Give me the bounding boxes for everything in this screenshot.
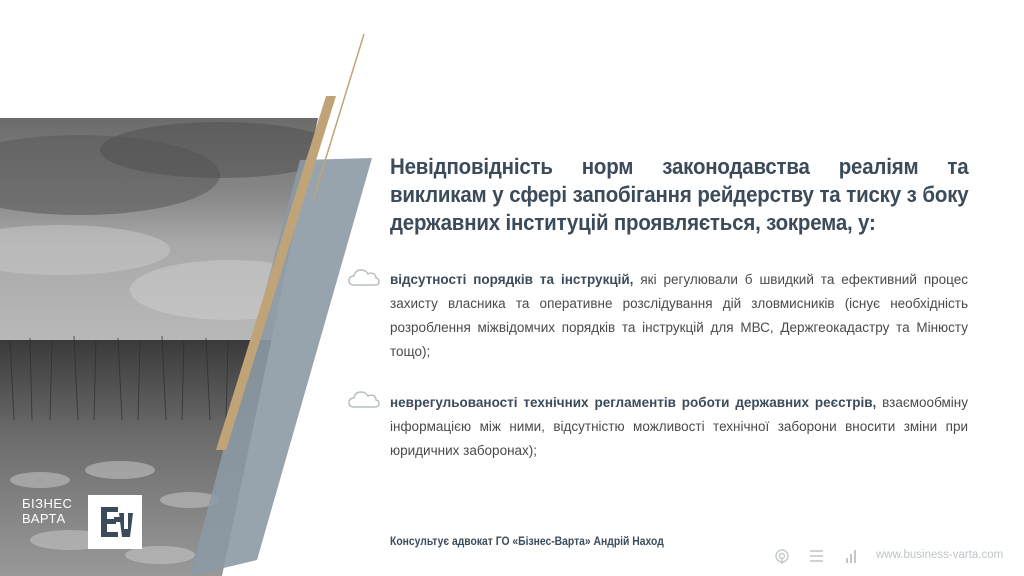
website-link[interactable]: www.business-varta.com	[876, 549, 1004, 561]
item-2-text: взаємообміну інформацією між ними, відсутністю можливості технічної заборони вносити зміни при юридичних заборонах);	[390, 395, 968, 458]
list-icon[interactable]	[810, 551, 823, 561]
signal-icon[interactable]	[846, 550, 856, 563]
logo-line-2: ВАРТА	[22, 511, 66, 526]
podcast-icon[interactable]	[776, 550, 788, 564]
consultant-credit: Консультує адвокат ГО «Бізнес-Варта» Андрій Наход	[390, 536, 664, 548]
item-2-bold: неврегульованості технічних регламентів роботи державних реєстрів,	[390, 395, 877, 410]
brand-logo-mark	[88, 495, 142, 549]
item-1-bold: відсутності порядків та інструкцій,	[390, 272, 634, 287]
item-1-text: які регулювали б швидкий та ефективний процес захисту власника та оперативне розслідування дій зловмисників (існує необхідність розроблення міжвідомчих порядків та інструкцій для МВС, Держгеокадастру та Мінюсту тощо);	[390, 272, 968, 359]
cloud-bullet-icon	[348, 389, 380, 409]
slide-heading: Невідповідність норм законодавства реаліям та викликам у сфері запобігання рейдерству та тиску з боку державних інституцій проявляється, зокрема, у:	[390, 154, 969, 235]
list-item	[390, 268, 968, 364]
field-photo	[0, 0, 400, 576]
list-item	[390, 391, 968, 463]
brand-logo-text	[22, 496, 72, 526]
cloud-bullet-icon	[348, 267, 380, 287]
footer-icons	[774, 546, 864, 566]
logo-mark-icon	[88, 495, 142, 549]
logo-line-1: БІЗНЕС	[22, 496, 73, 511]
